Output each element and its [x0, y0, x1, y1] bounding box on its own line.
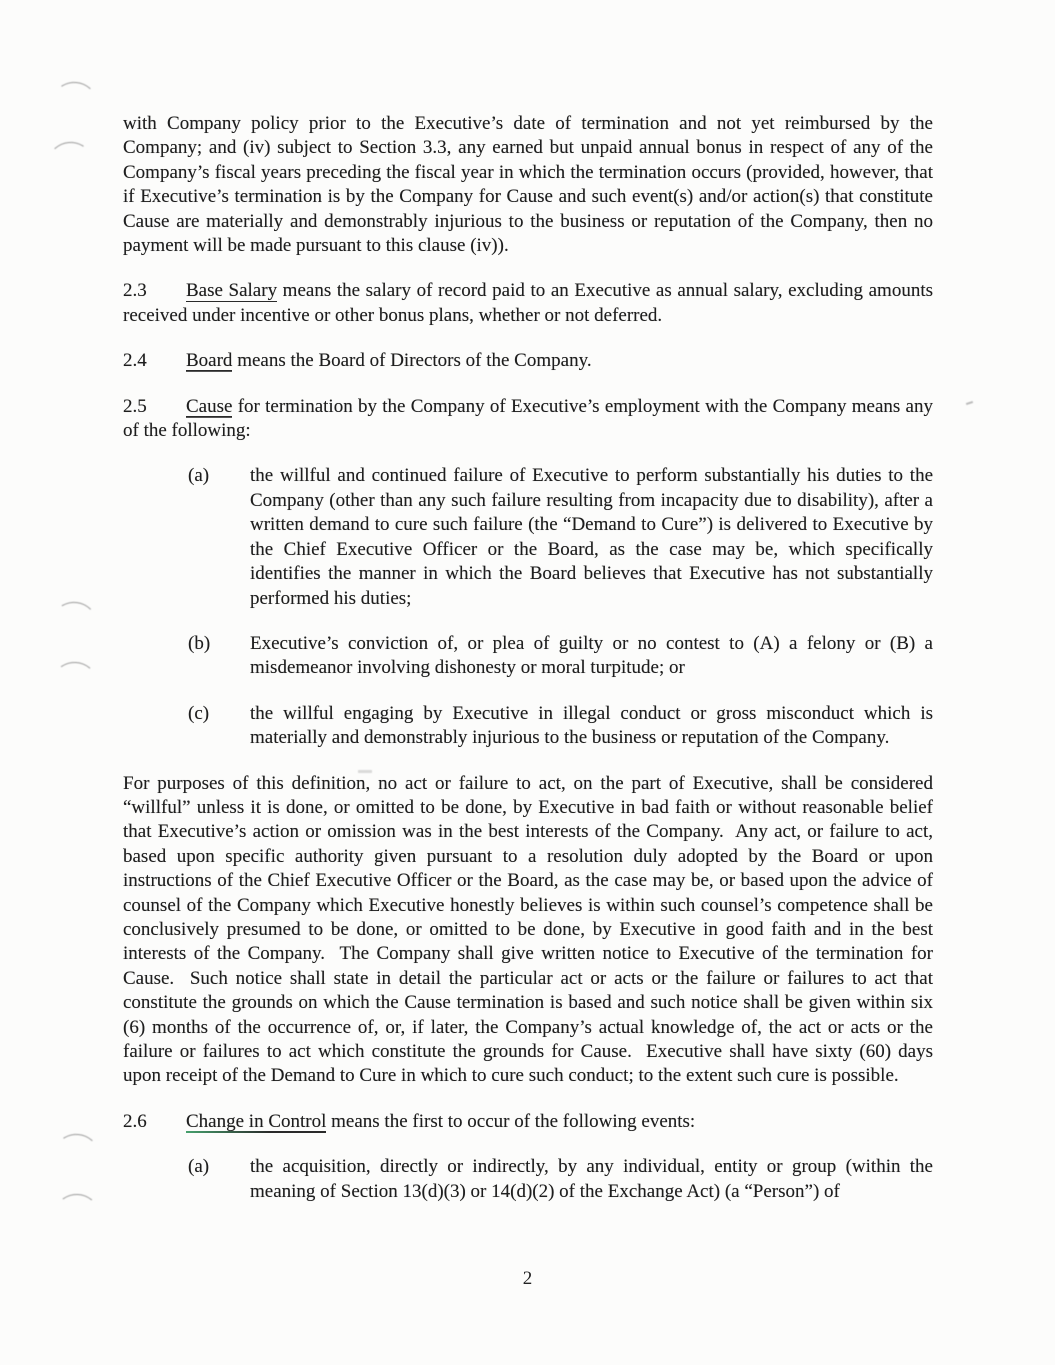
section-number: 2.6 — [123, 1110, 147, 1132]
clause-b — [123, 632, 933, 681]
scan-arc-artifact — [56, 1193, 97, 1226]
clause-text: the willful and continued failure of Executive to perform substantially his duties to the Company (other than any such failure resulting from incapacity due to disability), after a written demand to cure such failure (the “Demand to Cure”) is delivered to Executive by the Chief Executive Officer or the Board, as the case may be, which specifically identifies the manner in which the Board believes that Executive has not substantially performed his duties; — [250, 465, 933, 609]
section-number: 2.3 — [123, 280, 147, 302]
section-number: 2.4 — [123, 350, 147, 372]
paragraph: For purposes of this definition, no act or failure to act, on the part of Executive, shall be considered “willful” unless it is done, or omitted to be done, by Executive in bad faith or without reasonable belief that Executive’s action or omission was in the best interests of the Company. Any act, or failure to act, based upon specific authority given pursuant to a resolution duly adopted by the Board or upon instructions of the Chief Executive Officer or the Board, as the case may be, or based upon the advice of counsel of the Company which Executive honestly believes is within such counsel’s competence shall be conclusively presumed to be done, or omitted to be done, by Executive in good faith and in the best interests of the Company. The Company shall give written notice to Executive of the termination for Cause. Such notice shall state in detail the particular act or acts or the failure or failures to act that constitute the grounds on which the Cause termination is based and such notice shall be given within six (6) months of the occurrence of, or, if later, the Company’s actual knowledge of, the act or acts or the failure or failures to act which constitute the grounds for Cause. Executive shall have sixty (60) days upon receipt of the Demand to Cure in which to cure such conduct; to the extent such cure is possible. — [123, 772, 933, 1087]
page-number: 2 — [522, 1268, 533, 1289]
section-2.4 — [123, 349, 933, 373]
clause-c — [123, 702, 933, 751]
defined-term: Change in Control — [186, 1110, 327, 1132]
defined-term: Base Salary — [186, 280, 278, 302]
defined-term: Board — [186, 350, 233, 372]
scan-arc-artifact — [54, 661, 96, 695]
clause-label: (a) — [188, 465, 210, 487]
clause-label: (a) — [188, 1156, 210, 1178]
clause-a — [123, 464, 933, 610]
defined-term: Cause — [186, 395, 233, 417]
clause-text: Executive’s conviction of, or plea of guilty or no contest to (A) a felony or (B) a misdemeanor involving dishonesty or moral turpitude; or — [250, 632, 933, 679]
scan-arc-artifact — [49, 140, 92, 175]
clause-label: (b) — [188, 632, 211, 654]
scan-speck-artifact — [966, 401, 973, 405]
section-text: for termination by the Company of Executive’s employment with the Company means any of the following: — [123, 395, 933, 442]
section-text: means the first to occur of the following events: — [326, 1110, 696, 1132]
document-text-column — [123, 112, 933, 1225]
section-text: means the Board of Directors of the Company. — [232, 350, 592, 372]
paragraph: with Company policy prior to the Executive’s date of termination and not yet reimbursed by the Company; and (iv) subject to Section 3.3, any earned but unpaid annual bonus in respect of any of the Company’s fiscal years preceding the fiscal year in which the termination occurs (provided, however, that if Executive’s termination is by the Company for Cause and such event(s) and/or action(s) that constitute Cause are materially and demonstrably injurious to the business or reputation of the Company, then no payment will be made pursuant to this clause (iv)). — [123, 113, 933, 257]
clause-label: (c) — [188, 702, 210, 724]
section-2.5 — [123, 395, 933, 444]
section-text: means the salary of record paid to an Executive as annual salary, excluding amounts received under incentive or other bonus plans, whether or not deferred. — [123, 280, 933, 326]
scan-arc-artifact — [53, 600, 97, 637]
scan-arc-artifact — [56, 1132, 99, 1167]
clause-text: the willful engaging by Executive in illegal conduct or gross misconduct which is materially and demonstrably injurious to the business or reputation of the Company. — [250, 702, 933, 749]
section-2.3 — [123, 279, 933, 328]
scan-arc-artifact — [54, 80, 97, 115]
clause-a — [123, 1155, 933, 1204]
section-number: 2.5 — [123, 395, 147, 417]
section-2.6 — [123, 1110, 933, 1134]
clause-text: the acquisition, directly or indirectly, by any individual, entity or group (within the meaning of Section 13(d)(3) or 14(d)(2) of the Exchange Act) (a “Person”) of — [250, 1156, 933, 1202]
